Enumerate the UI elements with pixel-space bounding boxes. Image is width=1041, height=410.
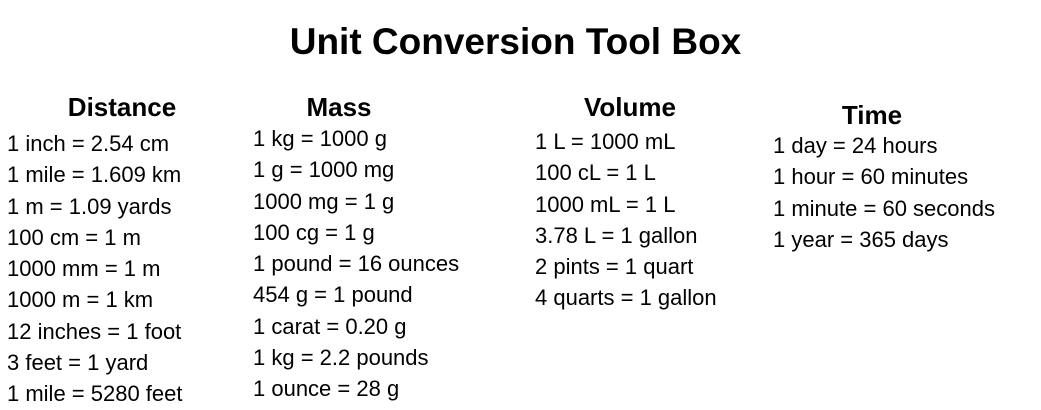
conversion-item: 1 m = 1.09 yards [7, 193, 172, 219]
mass-heading: Mass [306, 92, 372, 122]
distance-column [7, 92, 237, 410]
volume-list [535, 126, 765, 314]
volume-heading: Volume [584, 92, 676, 122]
conversion-item: 1 carat = 0.20 g [253, 313, 407, 339]
conversion-item: 1 mile = 1.609 km [7, 162, 182, 188]
conversion-item: 4 quarts = 1 gallon [535, 285, 717, 311]
distance-list [7, 128, 237, 410]
conversion-item: 1 pound = 16 ounces [253, 251, 460, 277]
volume-column [535, 92, 765, 314]
conversion-item: 454 g = 1 pound [253, 282, 413, 308]
time-column [773, 100, 1041, 255]
distance-heading: Distance [67, 92, 177, 122]
time-list [773, 130, 1041, 255]
conversion-item: 1 inch = 2.54 cm [7, 131, 170, 156]
conversion-item: 1 kg = 1000 g [253, 126, 387, 151]
conversion-item: 1 minute = 60 seconds [773, 195, 995, 221]
conversion-item: 100 cm = 1 m [7, 224, 141, 250]
conversion-item: 3.78 L = 1 gallon [535, 222, 698, 248]
conversion-item: 3 feet = 1 yard [7, 350, 149, 376]
conversion-item: 2 pints = 1 quart [535, 254, 694, 280]
conversion-item: 1 mile = 5280 feet [7, 381, 183, 407]
conversion-item: 1000 mg = 1 g [253, 188, 395, 214]
time-heading: Time [841, 100, 903, 130]
conversion-item: 1 g = 1000 mg [253, 157, 395, 183]
page-title: Unit Conversion Tool Box [289, 21, 742, 62]
conversion-item: 1 L = 1000 mL [535, 129, 676, 154]
mass-list [253, 123, 513, 405]
conversion-item: 12 inches = 1 foot [7, 318, 182, 344]
conversion-item: 1000 mL = 1 L [535, 191, 676, 217]
conversion-item: 1 hour = 60 minutes [773, 164, 969, 190]
conversion-item: 100 cg = 1 g [253, 219, 375, 245]
conversion-item: 1000 mm = 1 m [7, 256, 161, 282]
conversion-item: 1 ounce = 28 g [253, 376, 400, 402]
conversion-item: 1 kg = 2.2 pounds [253, 345, 429, 371]
conversion-item: 100 cL = 1 L [535, 160, 656, 186]
mass-column [253, 92, 513, 405]
conversion-item: 1 year = 365 days [773, 226, 949, 252]
conversion-item: 1 day = 24 hours [773, 133, 938, 158]
conversion-item: 1000 m = 1 km [7, 287, 154, 313]
